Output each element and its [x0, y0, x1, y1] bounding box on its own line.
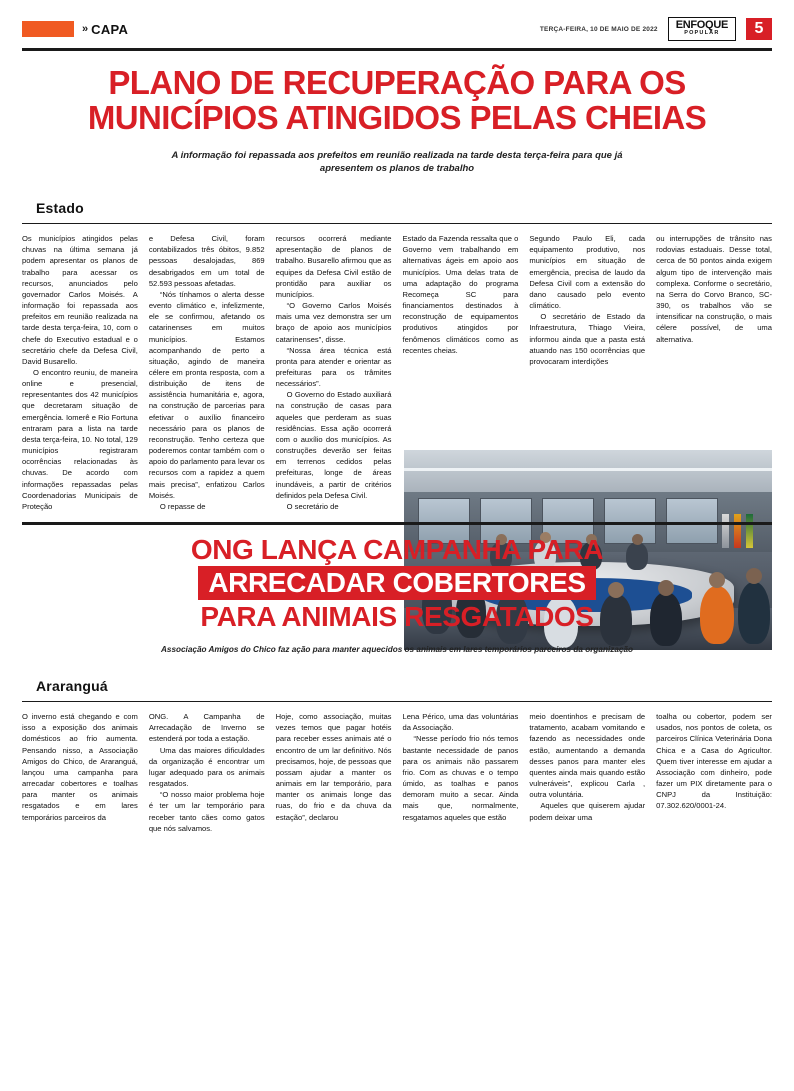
paragraph: O repasse de: [159, 501, 206, 511]
publication-logo: [668, 17, 736, 41]
article2-column-5: [529, 711, 645, 834]
paragraph: Segundo Paulo Eli, cada equipamento produtivo, nos municípios em situação de emergência, precisa de laudo da Defesa Civil com a extensão do dano causado pelo evento climático.: [529, 234, 646, 311]
paragraph: “Nesse período frio nós temos bastante necessidade de panos para os animais não passarem frio. Com as chuvas e o tempo úmido, as toalhas e panos demoram muito a secar. Ainda mais que, normalmente, resgatamos aqueles que estão: [402, 734, 519, 822]
masthead-divider: [22, 48, 772, 51]
article2-subhead: Associação Amigos do Chico faz ação para manter aquecidos os animais em lares temporários parceiros da organização: [160, 645, 633, 655]
paragraph: Aqueles que quiserem ajudar podem deixar uma: [529, 801, 646, 822]
paragraph: O Governo do Estado auxiliará na construção de casas para aqueles que perderam as suas residências. Essa ação ocorrerá com o auxílio dos municípios. As construções deverão ser feitas em terrenos cedidos pelas prefeituras, longe de áreas inundáveis, a partir de critérios definidos pela Defesa Civil.: [275, 390, 392, 500]
article2-column-3: [276, 711, 392, 834]
paragraph: ou interrupções de trânsito nas rodovias estaduais. Desse total, cerca de 50 pontos ainda exigem algum tipo de intervenção mais complexa. Conforme o secretário, na Serra do Corvo Branco, SC-390, os trabalhos vão se intensificar na construção, o mais célere possível, de uma alternativa.: [656, 234, 772, 344]
paragraph: “Nossa área técnica está pronta para atender e orientar as prefeituras para os trâmites necessários”.: [275, 345, 392, 389]
logo-title: ENFOQUE: [675, 19, 728, 32]
paragraph: Hoje, como associação, muitas vezes temos que pagar hotéis para receber esses animais até o encontro de um lar definitivo. Nós precisamos, hoje, de pessoas que possam ajudar a manter os animais em lar temporário, para manter os animais longe das ruas, do frio e da chuva da estação”, declarou: [275, 712, 392, 822]
paragraph: O encontro reuniu, de maneira online e presencial, representantes dos 42 municípios que decretaram situação de emergência. Iomerê e Rio Fortuna entraram para a lista na tarde desta terça-feira, 10. No total, 129 municípios registraram ocorrências relacionadas às chuvas. De acordo com informações repassadas pelas Coordenadorias Municipais de Proteção: [22, 368, 138, 511]
article2-headline-line2: ARRECADAR COBERTORES: [198, 566, 595, 599]
article2-headline-line3: PARA ANIMAIS RESGATADOS: [200, 600, 594, 632]
paragraph: Lena Périco, uma das voluntárias da Associação.: [402, 712, 519, 733]
masthead-right: [540, 17, 772, 41]
photo-ceiling: [404, 450, 772, 492]
paragraph: O secretário de Estado da Infraestrutura, Thiago Vieira, informou ainda que a pasta está atuando nas 150 ocorrências que provocaram interdições: [529, 312, 646, 366]
paragraph: “O nosso maior problema hoje é ter um lar temporário para receber tanto cães como gatos que nós salvamos.: [148, 790, 265, 833]
article1-column-3: [276, 233, 392, 512]
article1-column-1: [22, 233, 138, 512]
paragraph: O inverno está chegando e com isso a exposição dos animais domésticos ao frio aumenta. Pensando nisso, a Associação Amigos do Chico, de Araranguá, lançou uma campanha para arrecadar cobertores e toalhas para manter os animais resgatados e em lares temporários parceiros da: [22, 712, 138, 822]
article2-column-4: [402, 711, 518, 834]
paragraph: toalha ou cobertor, podem ser usados, nos pontos de coleta, os parceiros Clínica Veterinária Dona Chica e a Casa do Agricultor. Quem tiver interesse em ajudar a Associação com dinheiro, pode fazer um PIX diretamente para o CNPJ da Instituição: 07.302.620/0001-24.: [656, 712, 772, 811]
paragraph: e Defesa Civil, foram contabilizados três óbitos, 9.852 pessoas desalojadas, 869 desabrigados em um total de 52.593 pessoas afetadas.: [148, 234, 265, 288]
section-name: CAPA: [91, 21, 129, 37]
paragraph: Uma das maiores dificuldades da organização é encontrar um lugar adequado para os animais resgatados.: [148, 745, 265, 789]
article2-body: [22, 711, 772, 834]
paragraph: meio doentinhos e precisam de tratamento, acabam vomitando e fazendo as necessidades onde estão, aumentando a demanda desses panos para manter eles quentes ainda mais quando estão vulneráveis”, explicou Carla , outra voluntária.: [529, 712, 646, 800]
paragraph: ONG. A Campanha de Arrecadação de Inverno se estenderá por toda a estação.: [148, 712, 265, 744]
article1-headline-line1: PLANO DE RECUPERAÇÃO PARA OS: [108, 64, 686, 101]
article1-subhead: A informação foi repassada aos prefeitos em reunião realizada na tarde desta terça-feira para que já apresentem os planos de trabalho: [171, 149, 623, 175]
issue-date: TERÇA-FEIRA, 10 DE MAIO DE 2022: [539, 25, 658, 33]
article2-column-1: [22, 711, 138, 834]
paragraph: “Nós tínhamos o alerta desse evento climático e, infelizmente, ele se confirmou, afetando os catarinenses em muitos municípios. Estamos acompanhando de perto a situação, agindo de maneira célere em pronta resposta, com a distribuição de itens de assistência humanitária e, agora, na construção de parcerias para efetivar o auxílio financeiro necessário para os planos de reconstrução. Tenho certeza que poderemos contar também com o apoio do parlamento para levar os recursos com a rapidez a quem mais precisa”, enfatizou Carlos Moisés.: [148, 289, 265, 500]
paragraph: Os municípios atingidos pelas chuvas na última semana já podem apresentar os planos de trabalho para acessar os recursos, anunciados pelo governador Carlos Moisés. A informação foi repassada aos prefeitos em reunião realizada na tarde desta terça-feira, 10, com o chefe do Executivo estadual e o secretário chefe da Defesa Civil, David Busarello.: [22, 234, 138, 366]
article1-headline: [22, 65, 772, 136]
paragraph: Estado da Fazenda ressalta que o Governo vem trabalhando em alternativas ágeis em apoio aos municípios. Uma delas trata de uma adaptação do programa Recomeça SC para financiamentos destinados à reconstrução de equipamentos produtivos atingidos por fenômenos climáticos como as recentes cheias.: [402, 234, 519, 355]
logo-subtitle: POPULAR: [684, 30, 720, 37]
double-chevron-icon: »: [82, 23, 88, 35]
orange-bar-decoration: [22, 21, 74, 37]
article2-column-2: [149, 711, 265, 834]
article2-top-divider: [22, 522, 772, 525]
article2-headline: [22, 533, 772, 633]
paragraph: recursos ocorrerá mediante apresentação de planos de trabalho. Busarello afirmou que as equipes da Defesa Civil estão de prontidão para auxiliar os municípios.: [275, 234, 392, 299]
article2-headline-line1: ONG LANÇA CAMPANHA PARA: [190, 534, 604, 566]
article1-column-2: [149, 233, 265, 512]
article2-header: [22, 522, 772, 654]
article1-section-label: Estado: [36, 200, 84, 217]
paragraph: O secretário de: [286, 501, 339, 511]
article2-section-divider: [22, 701, 772, 702]
page-number: 5: [746, 18, 772, 40]
article2-section-label: Araranguá: [36, 678, 108, 695]
masthead: [22, 14, 772, 44]
paragraph: “O Governo Carlos Moisés mais uma vez demonstra ser um braço de apoio aos municípios catarinenses”, disse.: [275, 301, 392, 344]
article1-section-divider: [22, 223, 772, 224]
article2-column-6: [656, 711, 772, 834]
article1-headline-line2: MUNICÍPIOS ATINGIDOS PELAS CHEIAS: [87, 99, 707, 137]
